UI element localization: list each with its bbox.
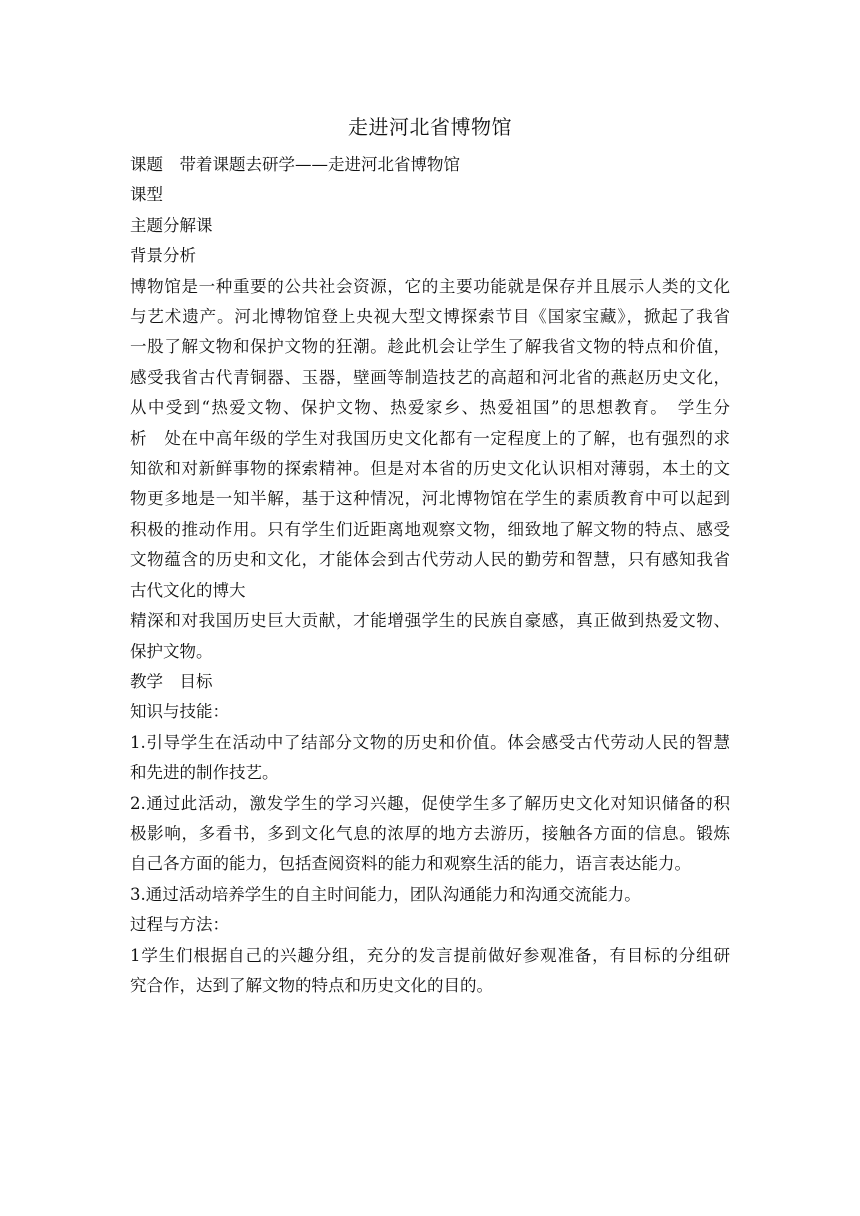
- text-line-process-1b: 究合作，达到了解文物的特点和历史文化的目的。: [130, 975, 493, 995]
- text-line-student-analysis-2: 知欲和对新鲜事物的探索精神。但是对本省的历史文化认识相对薄弱，本土的文: [130, 459, 730, 479]
- text-line-background-3: 一股了解文物和保护文物的狂潮。趁此机会让学生了解我省文物的特点和价值，: [130, 337, 730, 357]
- text-line-lesson-type-heading: 课型: [130, 185, 163, 205]
- text-line-topic: 课题 带着课题去研学——走进河北省博物馆: [130, 155, 460, 174]
- text-line-student-analysis-8: 保护文物。: [130, 641, 213, 661]
- text-line-student-analysis-7: 精深和对我国历史巨大贡献，才能增强学生的民族自豪感，真正做到热爱文物、: [130, 611, 730, 631]
- text-line-goal-2b: 极影响，多看书，多到文化气息的浓厚的地方去游历，接触各方面的信息。锻炼: [130, 823, 730, 843]
- text-line-lesson-type: 主题分解课: [130, 215, 213, 235]
- text-line-knowledge-skills-heading: 知识与技能：: [130, 702, 229, 722]
- text-line-background-4: 感受我省古代青铜器、玉器，壁画等制造技艺的高超和河北省的燕赵历史文化，: [130, 367, 730, 387]
- text-line-student-analysis-1: 析 处在中高年级的学生对我国历史文化都有一定程度上的了解，也有强烈的求: [130, 428, 730, 448]
- text-line-goal-3: 3.通过活动培养学生的自主时间能力，团队沟通能力和沟通交流能力。: [130, 884, 641, 904]
- text-line-background-heading: 背景分析: [130, 246, 196, 266]
- text-line-teaching-goals-heading: 教学 目标: [130, 671, 213, 691]
- text-line-goal-1b: 和先进的制作技艺。: [130, 763, 279, 783]
- text-line-student-analysis-3: 物更多地是一知半解，基于这种情况，河北博物馆在学生的素质教育中可以起到: [130, 489, 730, 509]
- text-line-background-5: 从中受到“热爱文物、保护文物、热爱家乡、热爱祖国”的思想教育。 学生分: [130, 398, 730, 418]
- text-line-student-analysis-5: 文物蕴含的历史和文化，才能体会到古代劳动人民的勤劳和智慧，只有感知我省: [130, 550, 730, 570]
- document-body: [130, 150, 730, 1001]
- text-line-goal-2a: 2.通过此活动，激发学生的学习兴趣，促使学生多了解历史文化对知识储备的积: [130, 793, 730, 813]
- text-line-process-1a: 1学生们根据自己的兴趣分组，充分的发言提前做好参观准备，有目标的分组研: [130, 945, 730, 965]
- text-line-background-2: 与艺术遗产。河北博物馆登上央视大型文博探索节目《国家宝藏》，掀起了我省: [130, 307, 730, 327]
- text-line-goal-2c: 自己各方面的能力，包括查阅资料的能力和观察生活的能力，语言表达能力。: [130, 854, 691, 874]
- document-title: 走进河北省博物馆: [348, 115, 512, 139]
- text-line-process-methods-heading: 过程与方法：: [130, 915, 229, 935]
- text-line-background-1: 博物馆是一种重要的公共社会资源，它的主要功能就是保存并且展示人类的文化: [130, 276, 730, 296]
- text-line-student-analysis-4: 积极的推动作用。只有学生们近距离地观察文物，细致地了解文物的特点、感受: [130, 519, 730, 539]
- text-line-student-analysis-6: 古代文化的博大: [130, 580, 246, 600]
- text-line-goal-1a: 1.引导学生在活动中了结部分文物的历史和价值。体会感受古代劳动人民的智慧: [130, 732, 730, 752]
